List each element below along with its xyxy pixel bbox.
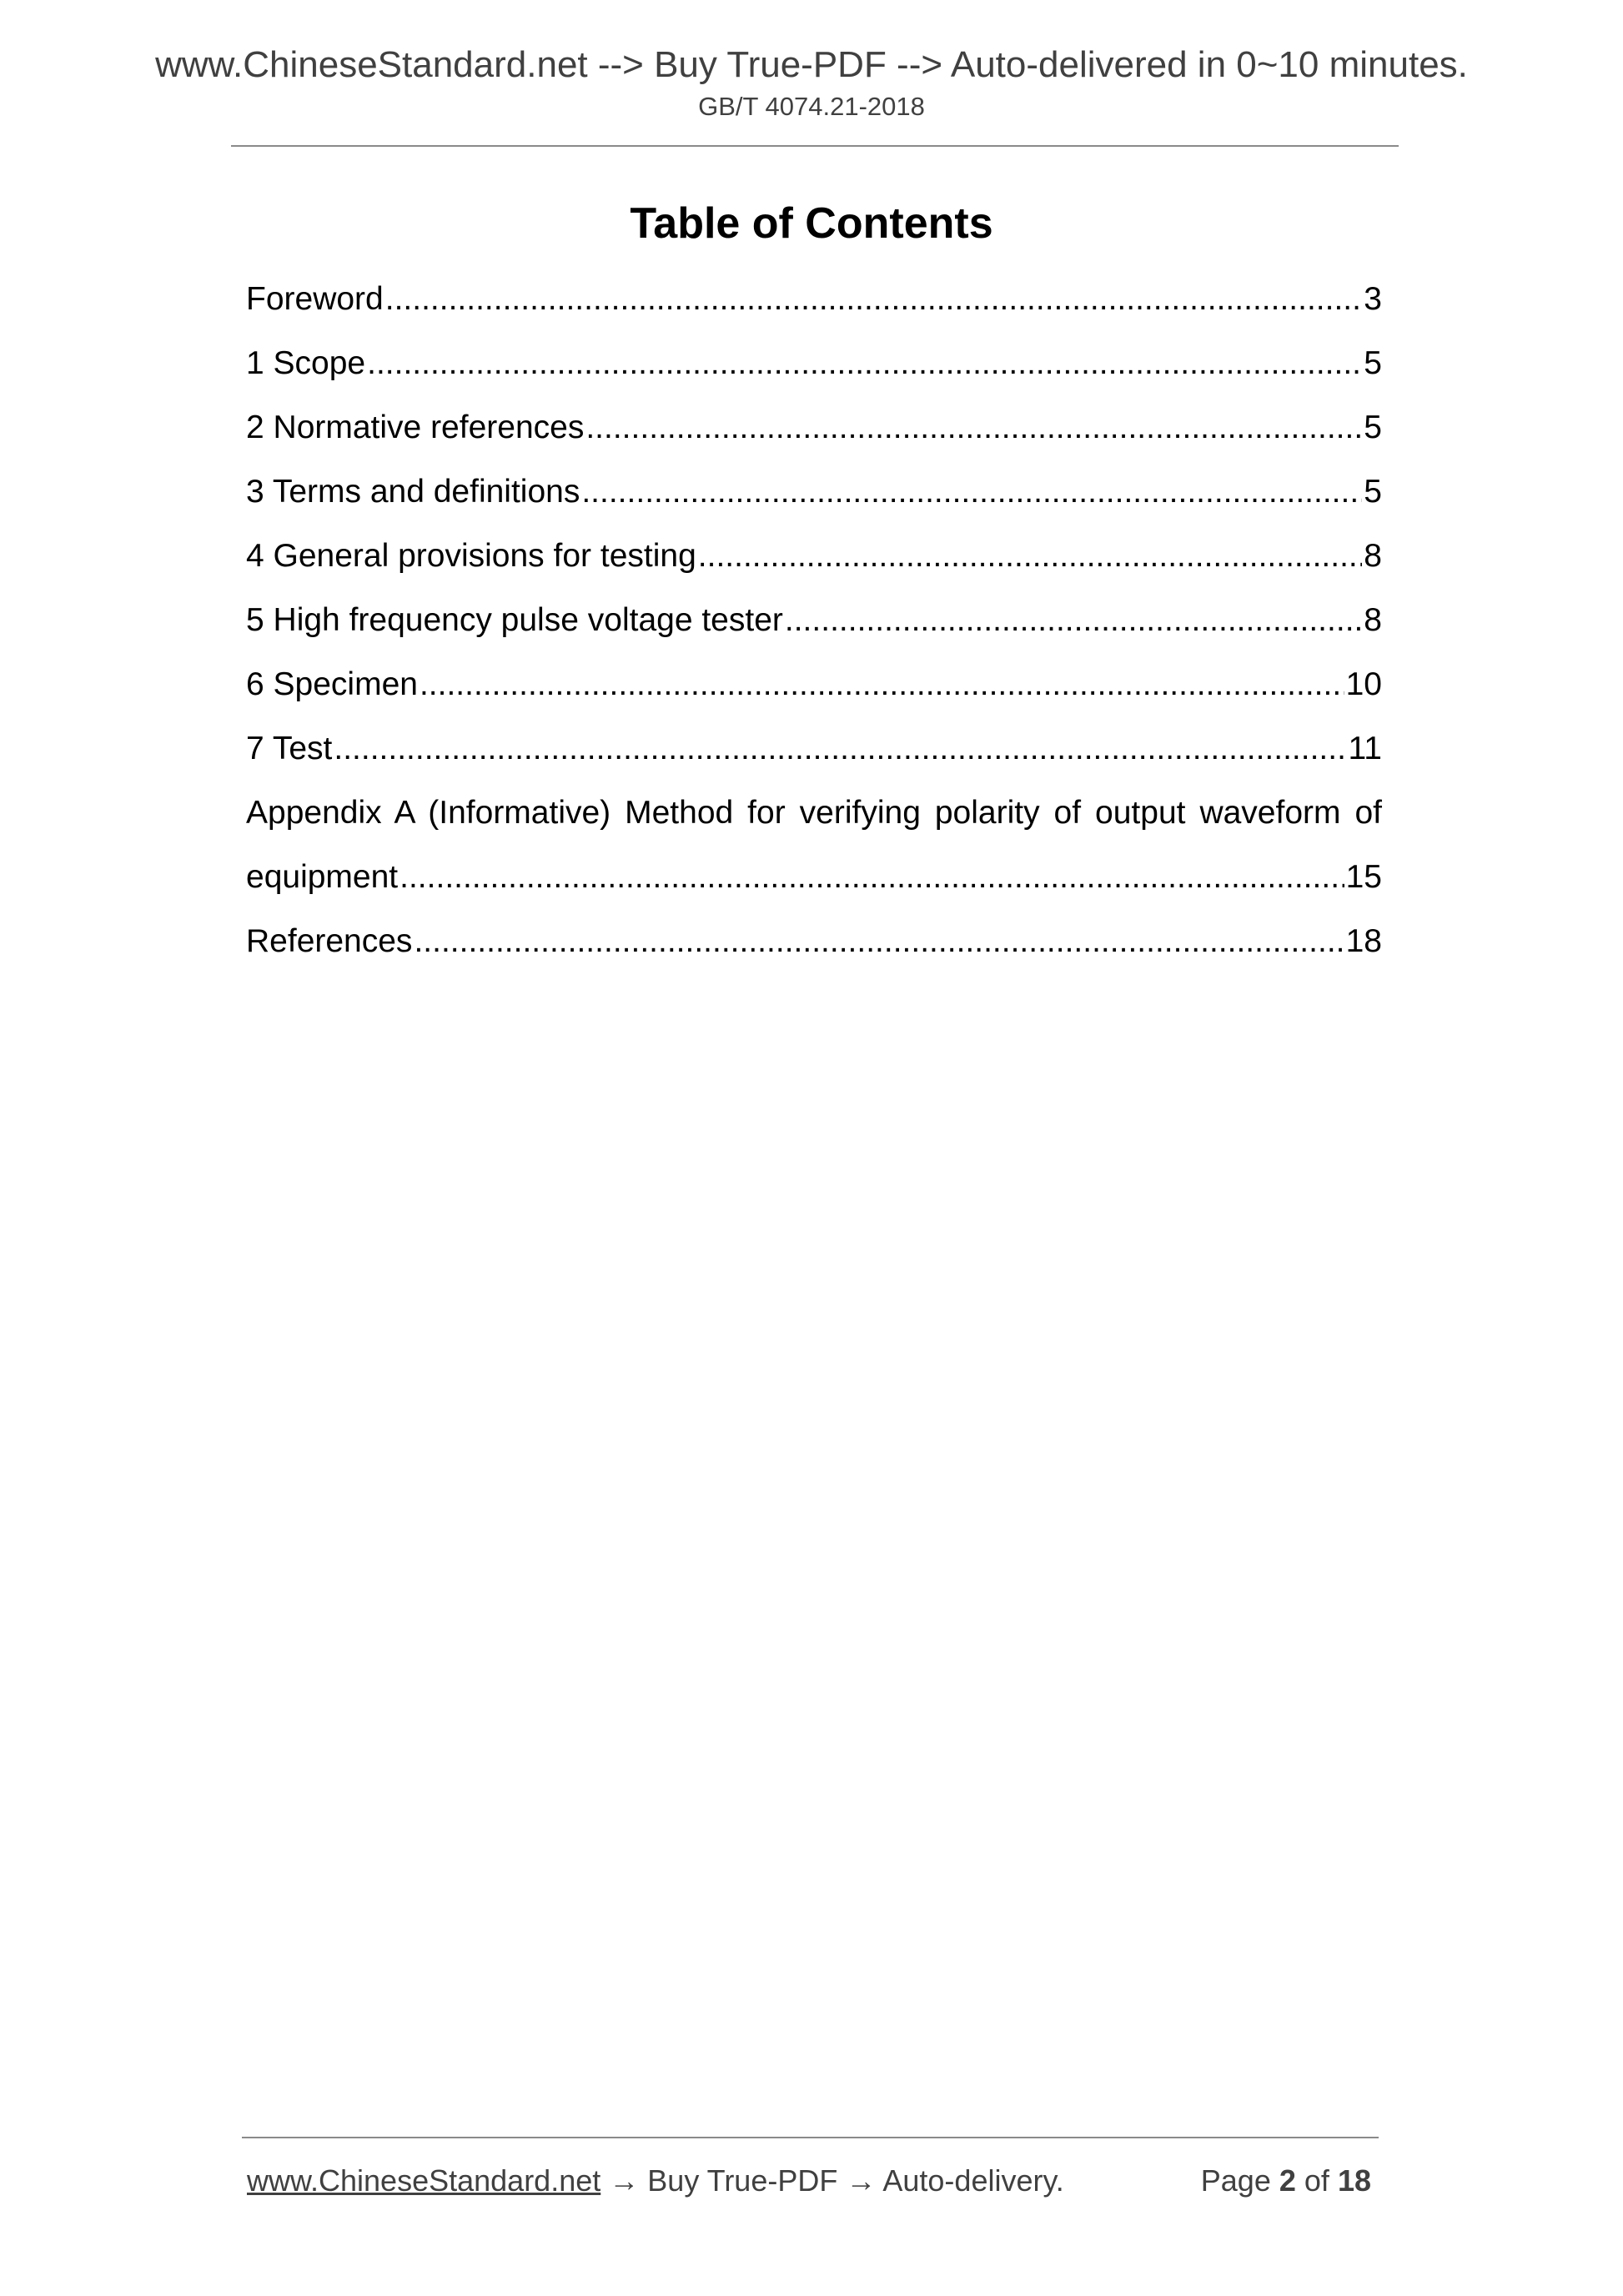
header-divider bbox=[231, 145, 1399, 147]
toc-entry-references[interactable] bbox=[246, 909, 1382, 973]
of-word: of bbox=[1304, 2163, 1329, 2198]
toc-entry-page: 5 bbox=[1364, 345, 1382, 381]
toc-entry-label: 3 Terms and definitions bbox=[246, 474, 580, 510]
document-code: GB/T 4074.21-2018 bbox=[698, 92, 925, 121]
toc-entry-label-line2: equipment bbox=[246, 859, 399, 895]
toc-entry-page: 3 bbox=[1364, 281, 1382, 317]
footer-buy-text: Buy True-PDF bbox=[647, 2163, 838, 2198]
page-total: 18 bbox=[1337, 2163, 1371, 2198]
toc-entry-page: 11 bbox=[1348, 731, 1382, 766]
page-word: Page bbox=[1200, 2163, 1271, 2198]
toc-entry-label: 2 Normative references bbox=[246, 409, 585, 445]
toc-entry-label: 6 Specimen bbox=[246, 666, 418, 702]
toc-entry-label: Foreword bbox=[246, 281, 384, 317]
dot-leader bbox=[367, 331, 1362, 395]
footer-delivery-text: Auto-delivery. bbox=[882, 2163, 1064, 2198]
header-banner: www.ChineseStandard.net --> Buy True-PDF --> Auto-delivered in 0~10 minutes. bbox=[155, 44, 1468, 85]
footer-site-link[interactable]: www.ChineseStandard.net bbox=[247, 2163, 601, 2198]
toc-entry-label: 7 Test bbox=[246, 731, 333, 766]
toc-entry-page: 18 bbox=[1345, 923, 1382, 959]
dot-leader bbox=[785, 588, 1362, 652]
dot-leader bbox=[385, 267, 1363, 331]
toc-entry-page: 5 bbox=[1364, 474, 1382, 510]
toc-entry-page: 8 bbox=[1364, 538, 1382, 574]
toc-entry-appendix-a[interactable] bbox=[246, 781, 1382, 845]
toc-entry-label: 1 Scope bbox=[246, 345, 366, 381]
footer-promo bbox=[247, 2158, 1064, 2204]
toc-entry-label: 4 General provisions for testing bbox=[246, 538, 696, 574]
toc-entry-label: References bbox=[246, 923, 413, 959]
toc-entry-page: 8 bbox=[1364, 602, 1382, 638]
toc-entry-page: 5 bbox=[1364, 409, 1382, 445]
toc-entry-normative-references[interactable] bbox=[246, 395, 1382, 460]
footer-divider bbox=[242, 2137, 1379, 2138]
arrow-right-icon: → bbox=[846, 2163, 877, 2198]
toc-entry-page: 10 bbox=[1345, 666, 1382, 702]
page-footer bbox=[247, 2158, 1378, 2204]
table-of-contents bbox=[246, 267, 1382, 973]
toc-title: Table of Contents bbox=[630, 199, 993, 248]
page-current: 2 bbox=[1279, 2163, 1296, 2198]
toc-entry-pulse-voltage-tester[interactable] bbox=[246, 588, 1382, 652]
arrow-right-icon: → bbox=[609, 2163, 640, 2198]
toc-entry-terms-definitions[interactable] bbox=[246, 460, 1382, 524]
toc-entry-foreword[interactable] bbox=[246, 267, 1382, 331]
dot-leader bbox=[698, 524, 1363, 588]
toc-entry-page: 15 bbox=[1345, 859, 1382, 895]
toc-entry-general-provisions[interactable] bbox=[246, 524, 1382, 588]
toc-entry-label-line1: Appendix A (Informative) Method for verifying polarity of output waveform of bbox=[246, 795, 1382, 831]
dot-leader bbox=[334, 716, 1346, 781]
dot-leader bbox=[585, 395, 1362, 460]
page-number bbox=[1201, 2158, 1371, 2204]
toc-entry-appendix-a-continued[interactable] bbox=[246, 845, 1382, 909]
toc-entry-test[interactable] bbox=[246, 716, 1382, 781]
dot-leader bbox=[581, 460, 1362, 524]
toc-entry-specimen[interactable] bbox=[246, 652, 1382, 716]
dot-leader bbox=[399, 845, 1344, 909]
dot-leader bbox=[420, 652, 1344, 716]
toc-entry-scope[interactable] bbox=[246, 331, 1382, 395]
toc-entry-label: 5 High frequency pulse voltage tester bbox=[246, 602, 783, 638]
dot-leader bbox=[414, 909, 1344, 973]
